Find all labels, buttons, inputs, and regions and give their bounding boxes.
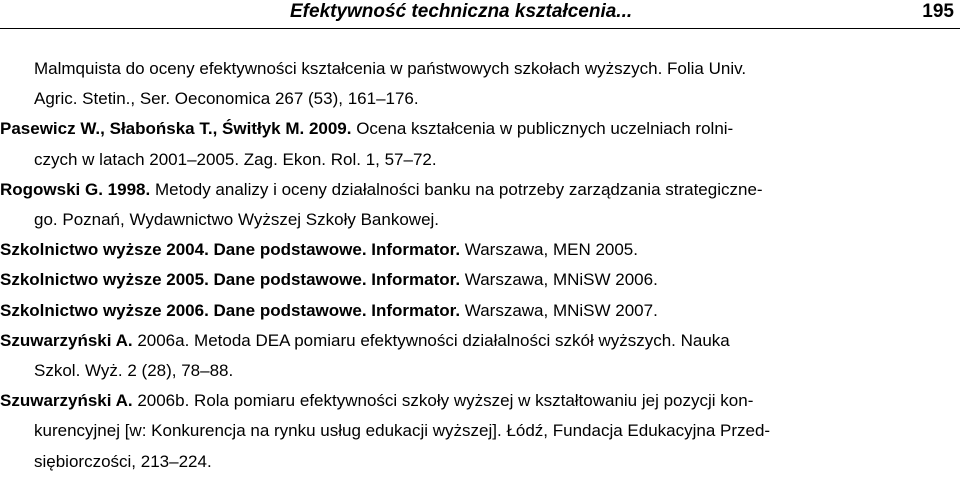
reference-pasewicz (0, 114, 956, 174)
reference-line: Malmquista do oceny efektywności kształcenia w państwowych szkołach wyższych. Folia Univ. (34, 59, 747, 78)
reference-szkolnictwo-2004 (0, 235, 956, 265)
reference-title: Szkolnictwo wyższe 2006. Dane podstawowe. Informator. (0, 300, 461, 320)
reference-line: Agric. Stetin., Ser. Oeconomica 267 (53), 161–176. (34, 89, 419, 109)
reference-line: go. Poznań, Wydawnictwo Wyższej Szkoły Bankowej. (34, 210, 440, 230)
reference-text: Warszawa, MNiSW 2006. (460, 270, 658, 290)
reference-title: Szkolnictwo wyższe 2004. Dane podstawowe. Informator. (0, 240, 461, 260)
reference-text: Metody analizy i oceny działalności banku na potrzeby zarządzania strategiczne- (150, 179, 763, 199)
reference-author: Rogowski G. 1998. (0, 179, 151, 199)
reference-first-line (0, 326, 956, 356)
page-number: 195 (922, 1, 954, 22)
reference-text: 2006b. Rola pomiaru efektywności szkoły wyższej w kształtowaniu jej pozycji kon- (132, 391, 754, 411)
reference-text: 2006a. Metoda DEA pomiaru efektywności działalności szkół wyższych. Nauka (132, 330, 730, 350)
reference-szuwarzynski-2006b (0, 386, 956, 477)
reference-list (0, 54, 956, 477)
reference-first-line (0, 296, 956, 326)
running-title: Efektywność techniczna kształcenia... (290, 1, 633, 22)
reference-first-line (0, 114, 956, 144)
reference-author: Szuwarzyński A. (0, 330, 133, 350)
page-header (0, 0, 960, 32)
reference-text: Warszawa, MNiSW 2007. (460, 300, 658, 320)
reference-first-line (0, 265, 956, 295)
reference-first-line (0, 235, 956, 265)
reference-continuation (34, 54, 956, 114)
reference-title: Szkolnictwo wyższe 2005. Dane podstawowe. Informator. (0, 270, 461, 290)
header-rule (0, 28, 960, 29)
reference-line: siębiorczości, 213–224. (34, 451, 212, 471)
reference-szkolnictwo-2006 (0, 296, 956, 326)
reference-line: czych w latach 2001–2005. Zag. Ekon. Rol. 1, 57–72. (34, 149, 437, 169)
reference-line: kurencyjnej [w: Konkurencja na rynku usług edukacji wyższej]. Łódź, Fundacja Edukacyjna Przed- (34, 421, 771, 441)
reference-text: Warszawa, MEN 2005. (460, 240, 638, 260)
reference-rogowski (0, 175, 956, 235)
reference-author: Szuwarzyński A. (0, 391, 133, 411)
reference-first-line (0, 386, 956, 416)
reference-line: Szkol. Wyż. 2 (28), 78–88. (34, 361, 234, 381)
reference-szkolnictwo-2005 (0, 265, 956, 295)
reference-author: Pasewicz W., Słabońska T., Świtłyk M. 2009. (0, 119, 352, 139)
reference-text: Ocena kształcenia w publicznych uczelniach rolni- (351, 119, 734, 139)
reference-szuwarzynski-2006a (0, 326, 956, 386)
reference-first-line (0, 175, 956, 205)
